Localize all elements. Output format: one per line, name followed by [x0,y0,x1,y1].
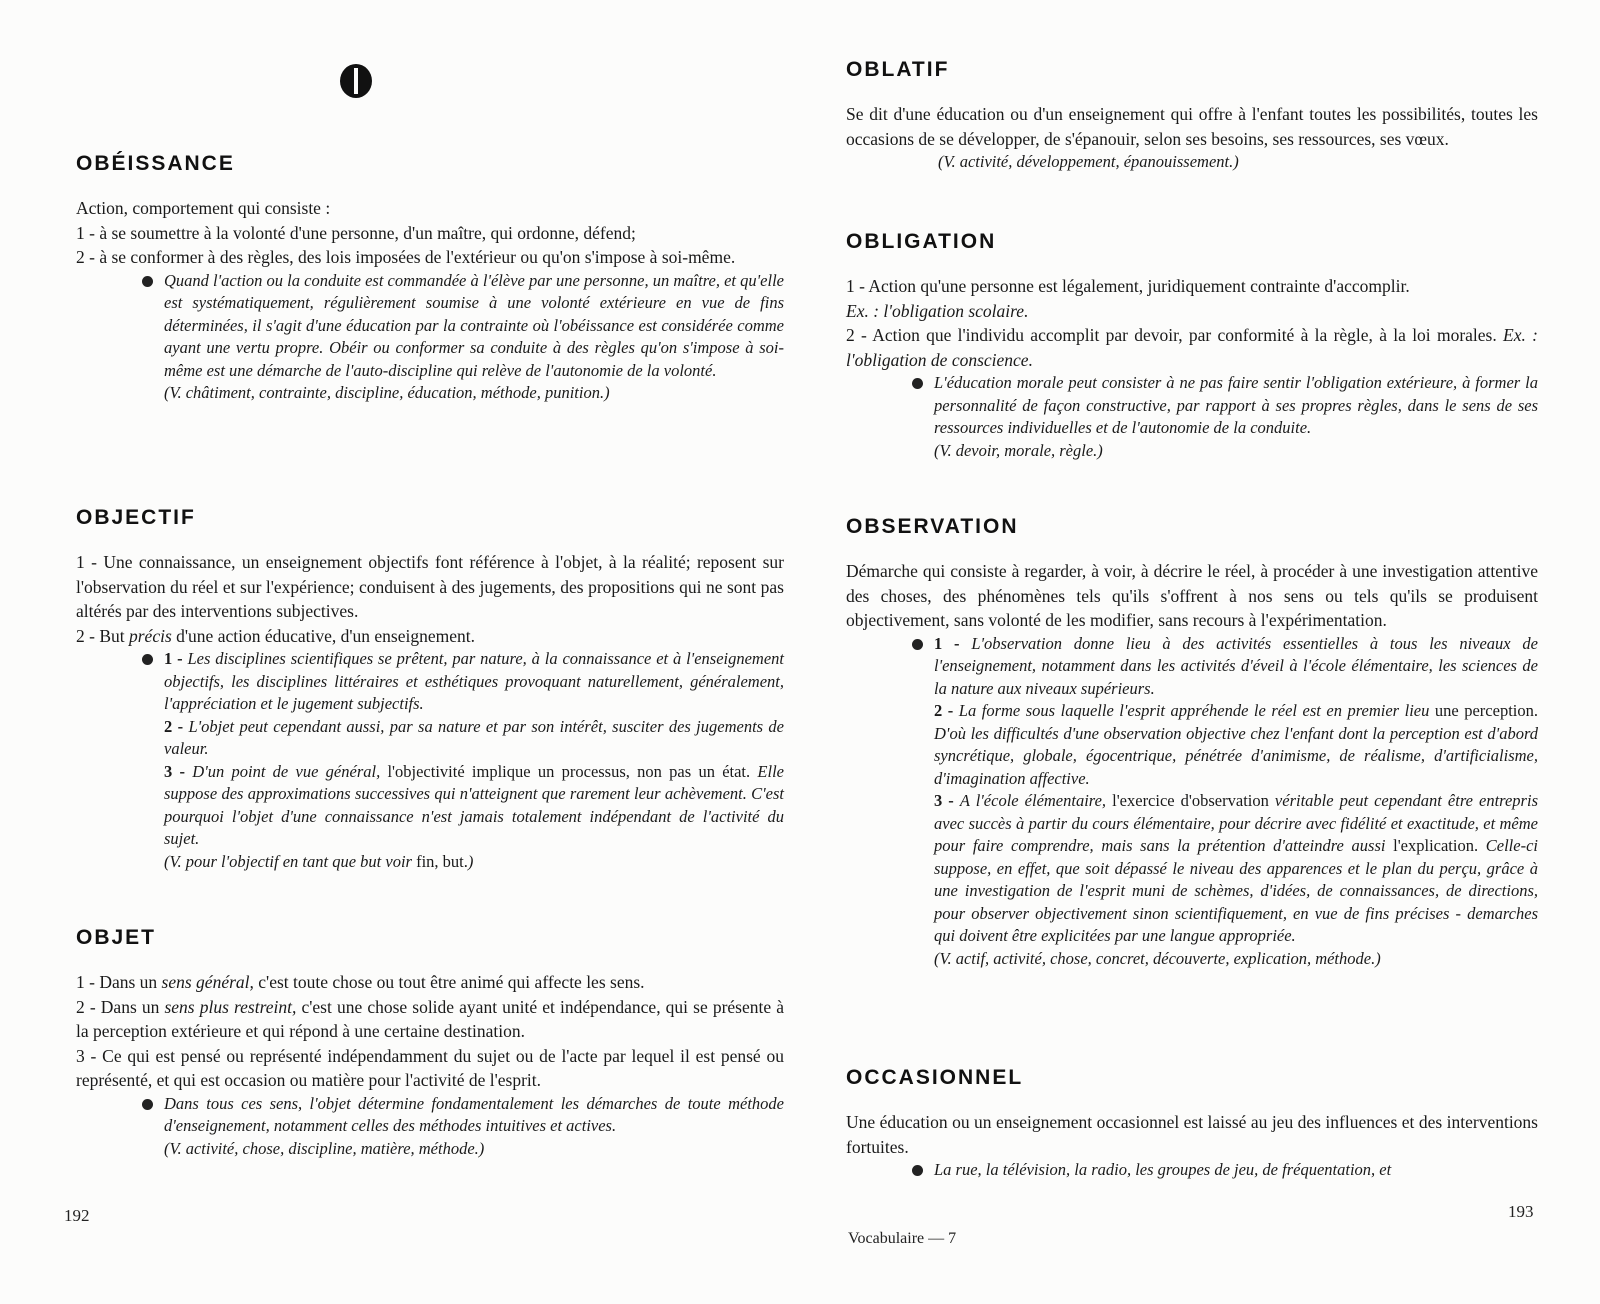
entry-oblatif [846,58,1538,174]
entry-occasionnel [846,1066,1538,1182]
note-text: Dans tous ces sens, l'objet détermine fondamentalement les démarches de toute méthode d'enseignement, notamment celles des méthodes intuitives et actives. [164,1093,784,1135]
note-text: L'objet peut cependant aussi, par sa nature et par son intérêt, susciter des jugements de valeur. [164,716,785,758]
note: 1 - Les disciplines scientifiques se prêtent, par nature, à la connaissance et à l'enseignement objectifs, les disciplines littéraires et esthétiques provoquant naturellement, généralement, l'appréciation et le jugement subjectifs. 2 - L'objet peut cependant aussi, par sa nature et par son intérêt, susciter des jugements de valeur. 3 - D'un point de vue général, l'objectivité implique un processus, non pas un état. Elle suppose des approximations successives qui n'atteignent que rarement leur achèvement. C'est pourquoi l'objet d'une connaissance n'est jamais totalement indépendant de l'activité du sujet. (V. pour l'objectif en tant que but voir fin, but.) [164,648,784,873]
definition-line: 1 - Dans un sens général, c'est toute chose ou tout être animé qui affecte les sens. [76,972,645,992]
definition-line: 2 - à se conformer à des règles, des lois imposées de l'extérieur ou qu'on s'impose à soi-même. [76,247,736,267]
note [164,270,784,383]
see-also: (V. devoir, morale, règle.) [934,440,1103,460]
entry-obligation [846,230,1538,462]
entry-title: OBÉISSANCE [76,152,235,175]
entry-title: OBSERVATION [846,515,1019,538]
footer-signature: Vocabulaire — 7 [848,1230,957,1247]
note-text: Quand l'action ou la conduite est commandée à l'élève par une personne, un maître, et qu'elle est systématiquement, régulièrement soumise à une volonté extérieure en vue de fins déterminées, il s'agit d'une éducation par la contrainte où l'obéissance est considérée comme ayant une vertu propre. Obéir ou conformer sa conduite à des règles qu'on s'impose à soi-même est une démarche de l'auto-discipline qui relève de l'autonomie de la volonté. [164,270,784,380]
page-number: 193 [1508,1202,1534,1221]
entry-obeissance [76,152,784,405]
entry-title: OBLATIF [846,58,950,81]
definition-line: 1 - Une connaissance, un enseignement objectifs font référence à l'objet, à la réalité; reposent sur l'observation du réel et sur l'expérience; conduisent à des jugements, des propositions qui ne sont pas altérés par des interventions subjectives. [76,552,784,621]
definition-line: Démarche qui consiste à regarder, à voir, à décrire le réel, à procéder à une investigation attentive des choses, des phénomènes tels qu'ils s'offrent à nos sens ou tels qu'ils se produisent objectivement, sans volonté de les modifier, sans recours à l'expérimentation. [846,561,1538,630]
entry-observation [846,515,1538,970]
example: Ex. : l'obligation scolaire. [846,300,1029,321]
bullet-icon [142,276,153,287]
note-text: Les disciplines scientifiques se prêtent, par nature, à la connaissance et à l'enseignement objectifs, les disciplines littéraires et esthétiques provoquant naturellement, généralement, l'appréciation et le jugement subjectifs. [164,649,785,713]
definition-line: 2 - Dans un sens plus restreint, c'est une chose solide ayant unité et indépendance, qui se présente à la perception extérieure et qui répond à une certaine destination. [76,996,784,1041]
right-page [820,0,1600,1304]
note [934,372,1538,440]
see-also: (V. pour l'objectif en tant que but voir fin, but.) [164,851,474,871]
entry-title: OBJET [76,926,157,949]
left-page [0,0,790,1304]
note-text: L'observation donne lieu à des activités essentielles à tous les niveaux de l'enseignement, notamment dans les activités d'éveil à l'école élémentaire, les sciences de la nature aux niveaux supérieurs. [934,633,1538,698]
note: 1 - L'observation donne lieu à des activités essentielles à tous les niveaux de l'enseignement, notamment dans les activités d'éveil à l'école élémentaire, les sciences de la nature aux niveaux supérieurs. 2 - La forme sous laquelle l'esprit appréhende le réel est en premier lieu une perception. D'où les difficultés d'une observation objective chez l'enfant dont la perception est d'abord syncrétique, globale, égocentrique, pénétrée d'animisme, de réalisme, d'artificialisme, d'imagination affective. 3 - A l'école élémentaire, l'exercice d'observation véritable peut cependant être entrepris avec succès à partir du cours élémentaire, pour décrire avec fidélité et exactitude, et même pour faire comprendre, mais sans la prétention d'atteindre aussi l'explication. Celle-ci suppose, en effet, que soit dépassé le niveau des apparences et le plan du perçu, grâce à une investigation de l'esprit muni de schèmes, d'idées, de connaissances, de directions, pour observer objectivement sinon scientifiquement, en vue de fins précises - demarches qui doivent être explicitées par une langue appropriée. [934,633,1538,948]
note-text: La rue, la télévision, la radio, les groupes de jeu, de fréquentation, et [934,1160,1392,1179]
see-also: (V. châtiment, contrainte, discipline, éducation, méthode, punition.) [164,383,610,402]
definition-line: 2 - But précis d'une action éducative, d'un enseignement. [76,625,475,646]
bullet-icon [912,639,923,650]
definition-line: 1 - Action qu'une personne est légalement, juridiquement contrainte d'accomplir. [846,276,1410,296]
see-also: (V. activité, développement, épanouissement.) [938,152,1239,171]
bullet-icon [912,378,923,389]
note-text: L'éducation morale peut consister à ne pas faire sentir l'obligation extérieure, à former la personnalité de façon constructive, par rapport à ses propres règles, dans le sens de ses ressources individuelles et de l'autonomie de la conduite. [934,373,1538,437]
definition-line: 1 - à se soumettre à la volonté d'une personne, d'un maître, qui ordonne, défend; [76,222,636,243]
page-number: 192 [64,1206,90,1225]
see-also: (V. actif, activité, chose, concret, découverte, explication, méthode.) [934,948,1381,968]
note [164,1093,784,1138]
definition-line: 3 - Ce qui est pensé ou représenté indépendamment du sujet ou de l'acte par lequel il est pensé ou représenté, et qui est occasion ou matière pour l'activité de l'esprit. [76,1045,784,1090]
entry-objectif [76,506,784,873]
note [934,1159,1538,1182]
see-also: (V. activité, chose, discipline, matière, méthode.) [164,1138,485,1158]
definition-line: 2 - Action que l'individu accomplit par devoir, par conformité à la règle, à la loi morales. Ex. : l'obligation de conscience. [846,325,1538,370]
bullet-icon [912,1165,923,1176]
entry-objet [76,926,784,1160]
definition-line: Action, comportement qui consiste : [76,198,331,218]
bullet-icon [142,654,153,665]
entry-title: OBJECTIF [76,506,196,529]
definition-line: Une éducation ou un enseignement occasionnel est laissé au jeu des influences et des interventions fortuites. [846,1112,1538,1157]
entry-title: OBLIGATION [846,230,997,253]
letter-o-icon [340,64,372,98]
definition-line: Se dit d'une éducation ou d'un enseignement qui offre à l'enfant toutes les possibilités, toutes les occasions de se développer, de s'épanouir, selon ses besoins, ses ressources, ses vœux. [846,104,1538,149]
entry-title: OCCASIONNEL [846,1066,1024,1089]
bullet-icon [142,1099,153,1110]
